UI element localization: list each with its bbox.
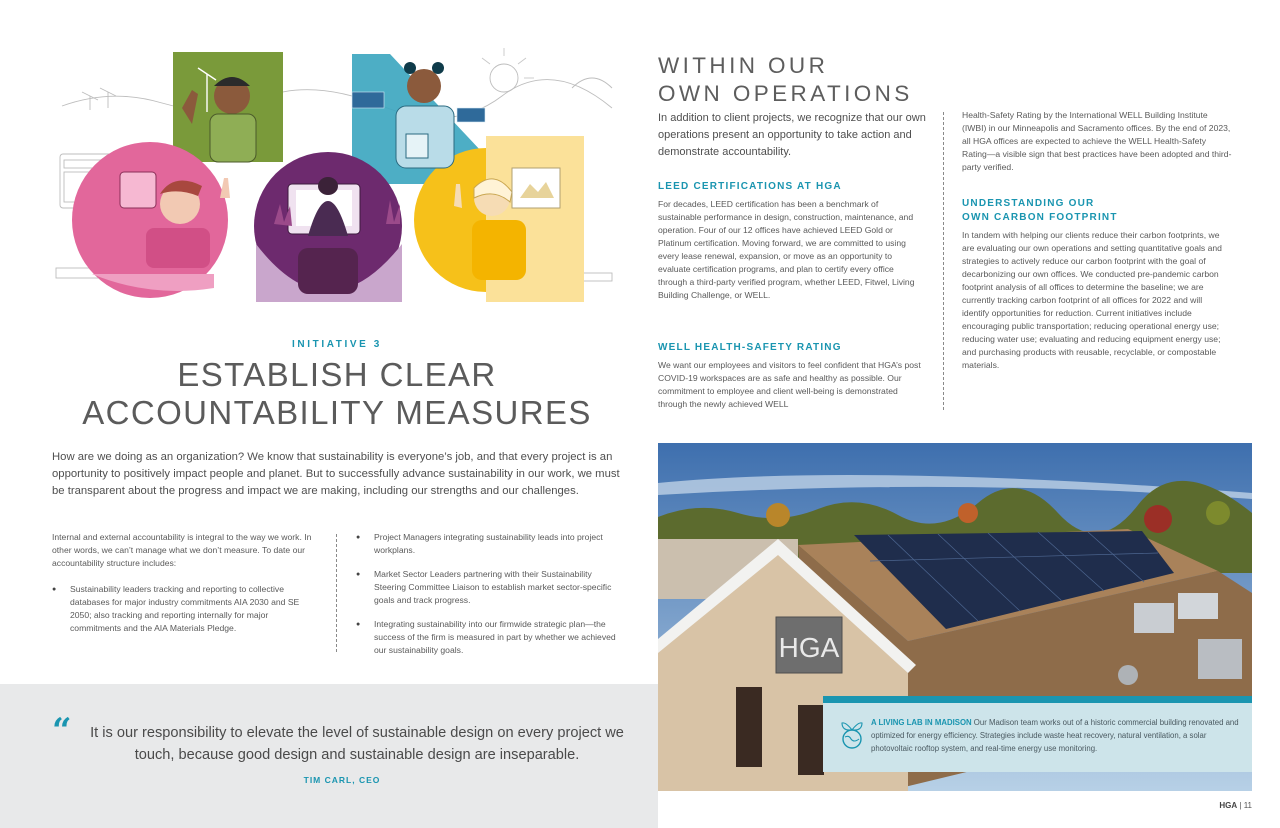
page-number: 11 <box>1243 801 1252 810</box>
operations-intro: In addition to client projects, we recognize that our own operations present an opportunity to take action and demonstrate accountability. <box>658 112 926 158</box>
operations-title-line2: OWN OPERATIONS <box>658 81 913 106</box>
initiative-title-line2: ACCOUNTABILITY MEASURES <box>82 394 592 431</box>
accountability-lead: Internal and external accountability is integral to the way we work. In other words, we can’t manage what we don’t measure. To date our accountability structure includes: <box>52 532 312 568</box>
quote-mark-icon: “ <box>52 711 72 751</box>
list-item: ● Sustainability leaders tracking and reporting to collective databases for major industry commitments AIA 2030 and SE 2050; also tracking and reporting internally for major commitments and the AIA Materials Pledge. <box>52 583 317 635</box>
well-body: We want our employees and visitors to feel confident that HGA’s post COVID-19 workspaces are as safe and healthy as possible. Our commitment to employee and client well-being is demonstrated through the newly achieved WELL <box>658 360 921 409</box>
list-item: ● Market Sector Leaders partnering with their Sustainability Steering Committee Liaison to establish market sector-specific goals and track progress. <box>356 568 626 607</box>
carbon-heading <box>962 197 1118 225</box>
page-folio <box>1219 801 1252 810</box>
photo-caption-body: Our Madison team works out of a historic commercial building renovated and optimized for energy efficiency. Strategies include waste heat recovery, natural ventilation, a solar photovoltaic rooftop system, and real-time energy use monitoring. <box>871 718 1239 753</box>
initiative-intro: How are we doing as an organization? We know that sustainability is everyone’s job, and that every project is an opportunity to positively impact people and planet. But to successfully advance sustainability in our work, we must be transparent about the progress and impact we are making, including our strengths and our challenges. <box>52 451 620 497</box>
quote-attribution: TIM CARL, CEO <box>303 775 381 785</box>
earth-leaf-icon <box>841 719 863 751</box>
carbon-heading-line1: UNDERSTANDING OUR <box>962 198 1095 209</box>
leed-body: For decades, LEED certification has been a benchmark of sustainable performance in design, construction, maintenance, and operation. Four of our 12 offices have achieved LEED Gold or Platinum certification. Moving forward, we are committed to using every lease renewal, expansion, or move as an opportunity to evaluate certification programs, and plan to certify every office through a third-party verified program, whether LEED, Fitwel, Living Building Challenge, or WELL. <box>658 199 915 300</box>
column-divider <box>336 534 337 652</box>
sustainability-illustration <box>52 48 622 308</box>
initiative-label: INITIATIVE 3 <box>292 339 382 350</box>
folio-brand: HGA <box>1219 801 1238 810</box>
well-body-continued: Health-Safety Rating by the International WELL Building Institute (IWBI) in our Minneapolis and Sacramento offices. By the end of 2023, all HGA offices are expected to achieve the WELL Health-Safety Rating—a visible sign that best practices have been adopted and third-party verified. <box>962 110 1232 172</box>
list-item: ● Project Managers integrating sustainability leads into project workplans. <box>356 531 626 557</box>
operations-title-line1: WITHIN OUR <box>658 53 829 78</box>
photo-caption-label: A LIVING LAB IN MADISON <box>871 718 972 727</box>
photo-caption <box>823 696 1252 772</box>
carbon-body: In tandem with helping our clients reduce their carbon footprints, we are evaluating our own operations and setting quantitative goals and strategies to actively reduce our carbon footprint with the goal of decarbonizing our own offices. We conducted pre-pandemic carbon footprint analysis of all offices to determine the baseline; we are currently tracking carbon footprint of all offices for 2022 and will identify opportunities for reduction. Current initiatives include encouraging public transportation; reducing operational energy use; reducing water use; evaluating and reducing equipment energy use; and purchasing products with reusable, recyclable, or compostable materials. <box>962 230 1222 370</box>
accountability-left-column <box>52 531 317 646</box>
folio-separator: | <box>1237 801 1244 810</box>
well-heading: WELL HEALTH-SAFETY RATING <box>658 342 842 353</box>
accountability-mid-column <box>356 531 626 668</box>
initiative-title-line1: ESTABLISH CLEAR <box>177 356 497 393</box>
list-item: ● Integrating sustainability into our firmwide strategic plan—the success of the firm is measured in part by whether we achieved our sustainability goals. <box>356 618 626 657</box>
photo-caption-text <box>871 716 1245 755</box>
leed-heading: LEED CERTIFICATIONS AT HGA <box>658 181 842 192</box>
initiative-title <box>52 356 622 432</box>
column-divider <box>943 112 944 410</box>
pull-quote: It is our responsibility to elevate the level of sustainable design on every project we touch, because good design and sustainable design are inseparable. <box>90 725 624 763</box>
operations-title <box>658 52 958 108</box>
carbon-heading-line2: OWN CARBON FOOTPRINT <box>962 212 1118 223</box>
building-sign: HGA <box>778 632 840 663</box>
